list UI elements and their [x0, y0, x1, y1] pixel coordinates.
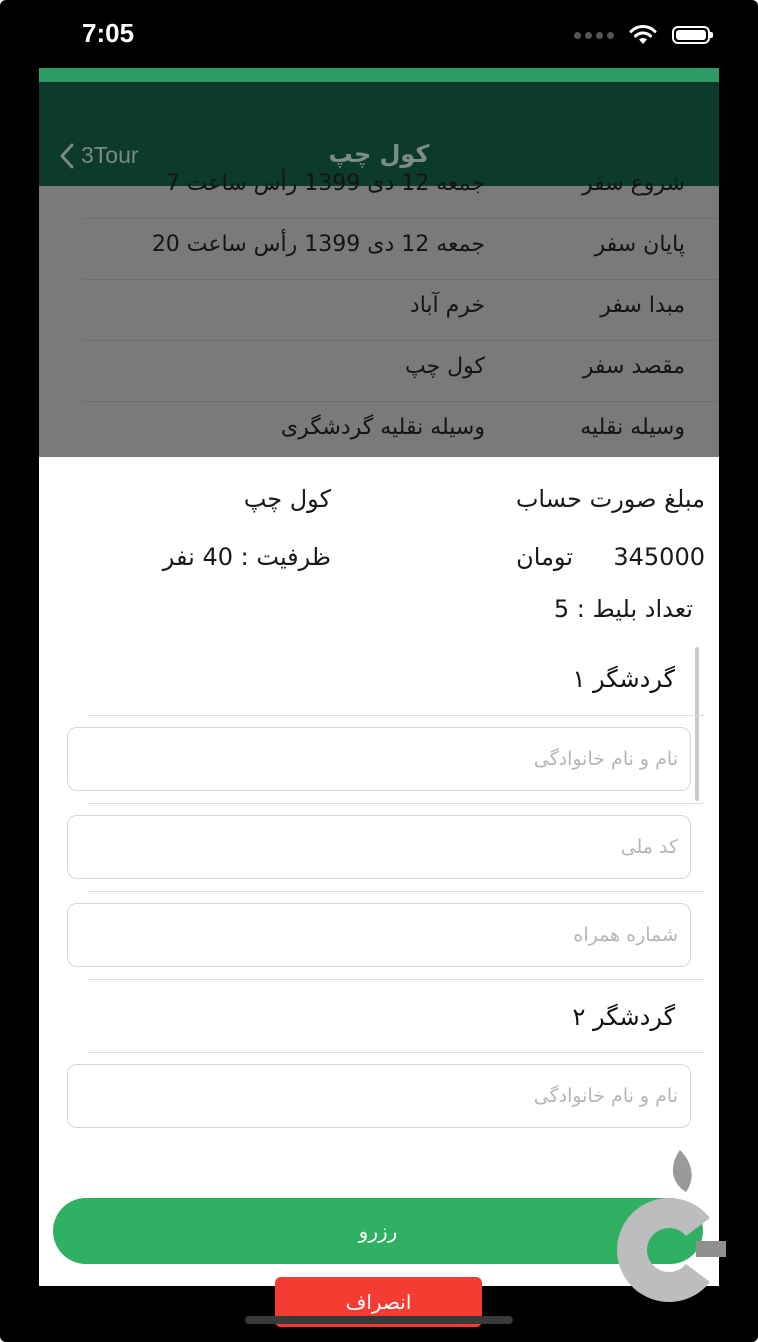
tourist-1-national-id-input[interactable]	[67, 815, 691, 879]
detail-row-start	[83, 157, 719, 219]
home-indicator	[245, 1316, 513, 1324]
ticket-count: تعداد بلیط : 5	[553, 595, 693, 623]
cancel-button[interactable]: انصراف	[275, 1277, 482, 1327]
reserve-button[interactable]: رزرو	[53, 1198, 703, 1264]
tourist-1-name-input[interactable]	[67, 727, 691, 791]
destination-name: کول چپ	[243, 485, 331, 513]
invoice-amount: 345000	[613, 543, 705, 571]
detail-value: خرم آباد	[409, 293, 485, 318]
divider	[88, 979, 704, 980]
invoice-label: مبلغ صورت حساب	[515, 485, 705, 513]
nav-accent-strip	[39, 68, 719, 82]
battery-icon	[672, 26, 710, 44]
detail-value: کول چپ	[404, 354, 485, 379]
tourist-1-title: گردشگر ۱	[572, 665, 675, 693]
detail-row-destination	[83, 340, 719, 402]
watermark-logo-icon	[600, 1140, 730, 1310]
trip-details-list	[39, 171, 719, 457]
tourist-1-phone-input[interactable]	[67, 903, 691, 967]
detail-label: مبدا سفر	[600, 293, 685, 318]
wifi-icon	[628, 24, 658, 46]
detail-label: وسیله نقلیه	[580, 415, 685, 440]
scrollbar[interactable]	[695, 647, 699, 801]
detail-label: مقصد سفر	[582, 354, 685, 379]
detail-row-origin	[83, 279, 719, 341]
page-title: کول چپ	[328, 140, 430, 168]
cellular-signal-icon	[574, 32, 614, 39]
currency-label: تومان	[516, 543, 573, 571]
app-screen	[39, 68, 719, 1314]
divider	[88, 803, 704, 804]
detail-row-end	[83, 218, 719, 280]
status-time: 7:05	[82, 18, 135, 48]
detail-label: پایان سفر	[594, 232, 685, 257]
divider	[88, 891, 704, 892]
tourist-2-title: گردشگر ۲	[572, 1003, 675, 1031]
capacity-label: ظرفیت : 40 نفر	[162, 543, 331, 571]
detail-value: جمعه 12 دی 1399 رأس ساعت 20	[151, 232, 485, 257]
back-button-label: 3Tour	[81, 142, 139, 168]
detail-value: وسیله نقلیه گردشگری	[280, 415, 485, 440]
divider	[88, 715, 704, 716]
status-icons	[574, 24, 710, 46]
detail-row-vehicle	[83, 401, 719, 462]
divider	[88, 1052, 704, 1053]
tourist-2-name-input[interactable]	[67, 1064, 691, 1128]
detail-label: شروع سفر	[581, 171, 685, 196]
detail-value: جمعه 12 دی 1399 رأس ساعت 7	[165, 171, 485, 196]
